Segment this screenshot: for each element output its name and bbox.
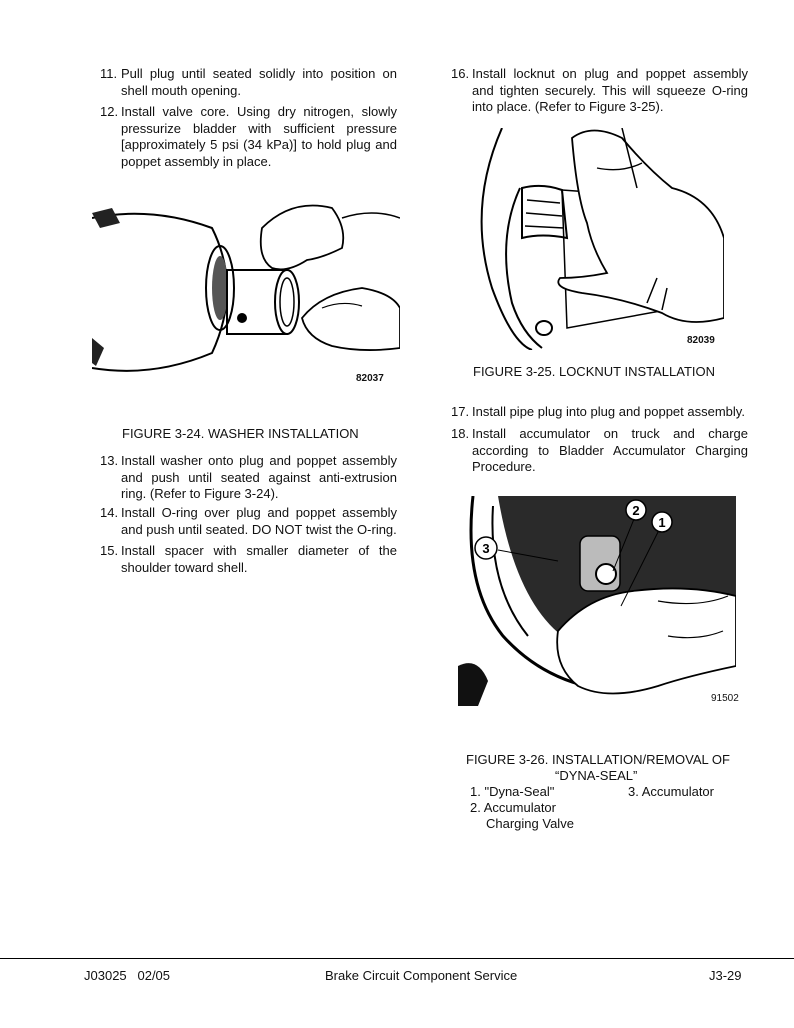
footer-section-title: Brake Circuit Component Service xyxy=(325,968,518,983)
figure-3-26-caption-line1: FIGURE 3-26. INSTALLATION/REMOVAL OF xyxy=(466,752,730,767)
callout-3: 3 xyxy=(482,541,490,556)
footer-page-number: J3-29 xyxy=(709,968,742,983)
legend-item-2-continued: Charging Valve xyxy=(486,816,574,831)
footer-doc-id: J03025 02/05 xyxy=(84,968,171,983)
step-number: 16. xyxy=(451,66,470,81)
figure-3-25-caption: FIGURE 3-25. LOCKNUT INSTALLATION xyxy=(473,364,715,379)
step-16 xyxy=(451,66,748,116)
figure-number: 82037 xyxy=(356,373,384,384)
step-text: Pull plug until seated solidly into position on shell mouth opening. xyxy=(121,66,397,98)
figure-3-26-caption-line2: “DYNA-SEAL” xyxy=(555,768,638,783)
step-text: Install spacer with smaller diameter of the shoulder toward shell. xyxy=(121,543,397,575)
callout-1: 1 xyxy=(658,515,666,530)
figure-3-26-illustration xyxy=(458,496,736,706)
step-number: 12. xyxy=(100,104,119,119)
legend-item-2: 2. Accumulator xyxy=(470,800,556,815)
legend-item-1: 1. "Dyna-Seal" xyxy=(470,784,555,799)
step-12 xyxy=(100,104,397,170)
step-text: Install accumulator on truck and charge according to Bladder Accumulator Charging Procedure. xyxy=(472,426,748,474)
step-text: Install pipe plug into plug and poppet assembly. xyxy=(472,404,745,419)
figure-number: 82039 xyxy=(687,335,715,346)
step-15 xyxy=(100,543,397,576)
step-number: 15. xyxy=(100,543,119,558)
step-18 xyxy=(451,426,748,476)
callout-2: 2 xyxy=(632,503,640,518)
figure-3-24-illustration xyxy=(92,188,400,388)
step-number: 17. xyxy=(451,404,470,419)
step-number: 18. xyxy=(451,426,470,441)
step-number: 14. xyxy=(100,505,119,520)
step-number: 11. xyxy=(100,66,118,81)
figure-number: 91502 xyxy=(711,693,739,704)
figure-3-24-caption: FIGURE 3-24. WASHER INSTALLATION xyxy=(122,426,359,441)
step-17 xyxy=(451,404,748,421)
step-text: Install O-ring over plug and poppet assembly and push until seated. DO NOT twist the O-ring. xyxy=(121,505,397,537)
legend-item-3: 3. Accumulator xyxy=(628,784,714,799)
step-number: 13. xyxy=(100,453,119,468)
step-text: Install locknut on plug and poppet assembly and tighten securely. This will squeeze O-ring into place. (Refer to Figure 3-25). xyxy=(472,66,748,114)
step-11 xyxy=(100,66,397,99)
step-13 xyxy=(100,453,397,503)
step-text: Install valve core. Using dry nitrogen, slowly pressurize bladder with sufficient pressure [approximately 5 psi (34 kPa)] to hold plug and poppet assembly in place. xyxy=(121,104,397,169)
footer-divider xyxy=(0,958,794,959)
figure-3-25-illustration xyxy=(472,128,724,350)
step-14 xyxy=(100,505,397,538)
step-text: Install washer onto plug and poppet assembly and push until seated against anti-extrusion ring. (Refer to Figure 3-24). xyxy=(121,453,397,501)
